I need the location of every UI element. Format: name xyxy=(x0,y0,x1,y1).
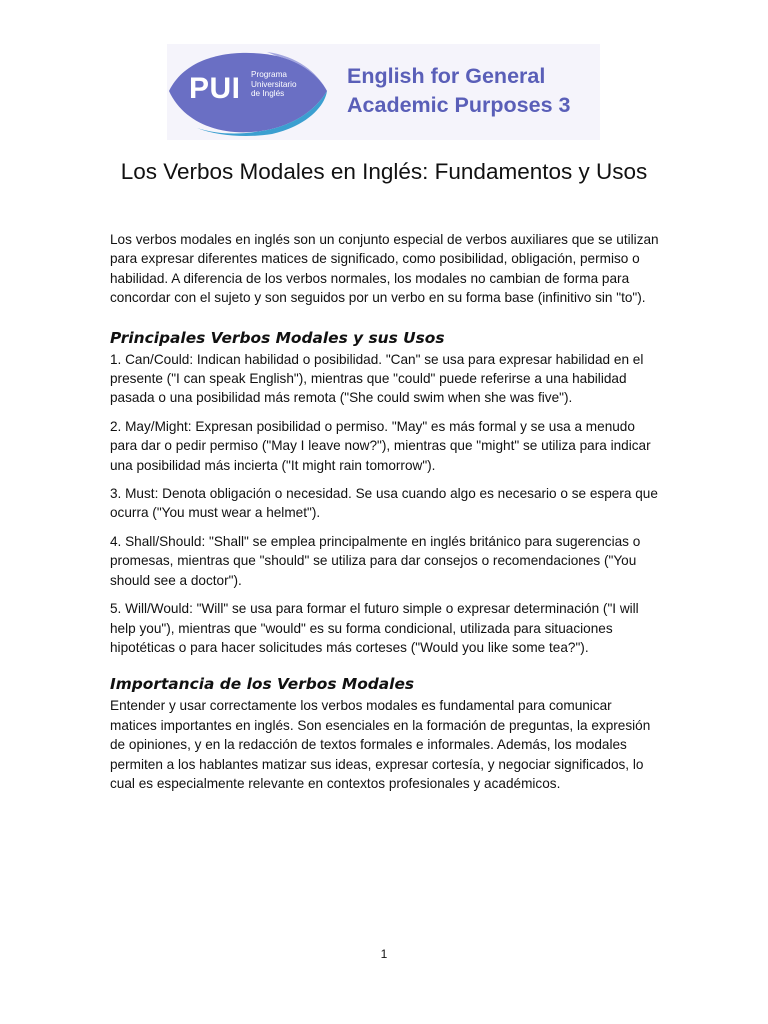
intro-paragraph: Los verbos modales en inglés son un conjunto especial de verbos auxiliares que se utilizan para expresar diferentes matices de significado, como posibilidad, obligación, permiso o habilidad. A diferencia de los verbos normales, los modales no cambian de forma para concordar con el sujeto y son seguidos por un verbo en su forma base (infinitivo sin "to"). xyxy=(110,232,659,306)
importance-paragraph: Entender y usar correctamente los verbos modales es fundamental para comunicar matices importantes en inglés. Son esenciales en la formación de preguntas, la expresión de opiniones, y en la redacción de textos formales e informales. Además, los modales permiten a los hablantes matizar sus ideas, expresar cortesía, y negociar significados, lo cual es especialmente relevante en contextos profesionales y académicos. xyxy=(110,698,651,791)
document-title: Los Verbos Modales en Inglés: Fundamentos y Usos xyxy=(120,159,648,184)
logo-text: PUI xyxy=(189,72,241,105)
list-item-shall-should: 4. Shall/Should: "Shall" se emplea principalmente en inglés británico para sugerencias o promesas, mientras que "should" se utiliza para dar consejos o recomendaciones ("You should see a doctor"). xyxy=(110,533,641,588)
list-item-may-might: 2. May/Might: Expresan posibilidad o permiso. "May" es más formal y se usa a menudo para dar o pedir permiso ("May I leave now?"), mientras que "might" se utiliza para indicar una posibilidad más incierta ("It might rain tomorrow"). xyxy=(110,418,651,473)
section-heading-modal-verbs: Principales Verbos Modales y sus Usos xyxy=(110,328,445,347)
section-heading-importance: Importancia de los Verbos Modales xyxy=(110,675,415,694)
header-banner xyxy=(167,44,600,140)
list-item-will-would: 5. Will/Would: "Will" se usa para formar el futuro simple o expresar determinación ("I will help you"), mientras que "would" es su forma condicional, utilizada para situaciones hipotéticas o para hacer solicitudes más corteses ("Would you like some tea?"). xyxy=(110,601,639,655)
section-spacer xyxy=(110,666,662,674)
logo-subtext: Programa Universitario de Inglés xyxy=(251,70,297,98)
list-item-can-could: 1. Can/Could: Indican habilidad o posibilidad. "Can" se usa para expresar habilidad en el presente ("I can speak English"), mientras que "could" puede referirse a una habilidad pasada o una posibilidad más remota ("She could swim when she was five"). xyxy=(110,351,644,406)
page-number: 1 xyxy=(380,947,388,961)
document-body xyxy=(110,230,662,802)
course-title: English for General Academic Purposes 3 xyxy=(347,64,571,117)
list-item-must: 3. Must: Denota obligación o necesidad. Se usa cuando algo es necesario o se espera que ocurra ("You must wear a helmet"). xyxy=(110,486,658,521)
